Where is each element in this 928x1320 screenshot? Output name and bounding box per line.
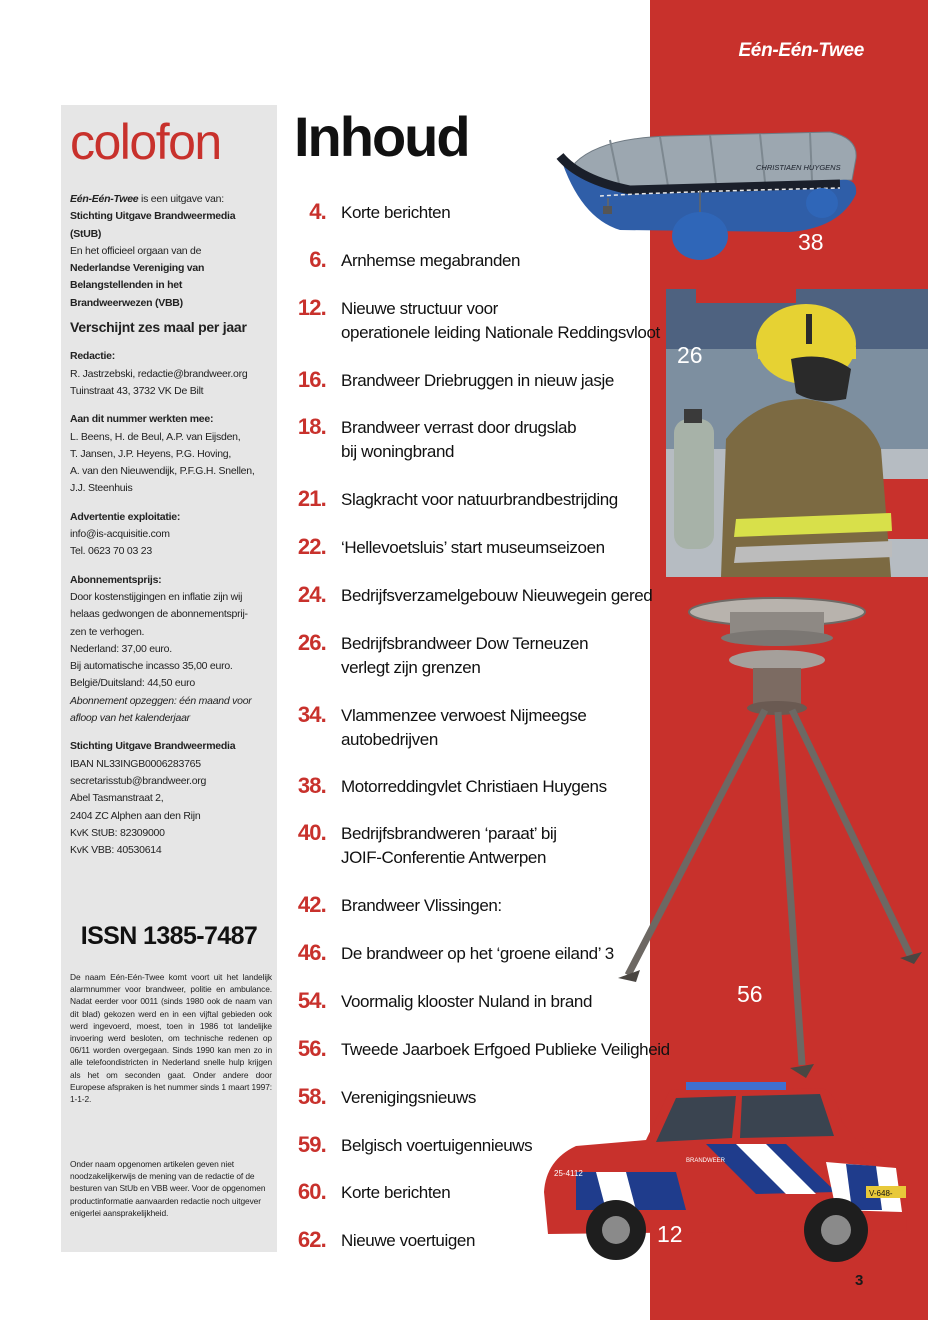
toc-page-number: 16. (297, 367, 326, 392)
stub-line: IBAN NL33INGB0006283765 (70, 757, 201, 770)
toc-page-number: 22. (297, 534, 326, 559)
toc-title-line: Voormalig klooster Nuland in brand (341, 992, 592, 1011)
contributors-line: J.J. Steenhuis (70, 482, 133, 495)
photo-ref-tripod: 56 (737, 981, 763, 1007)
stub-line: 2404 ZC Alphen aan den Rijn (70, 809, 201, 822)
contributors-line: L. Beens, H. de Beul, A.P. van Eijsden, (70, 430, 241, 443)
toc-title (341, 369, 661, 393)
ads-line: info@is-acquisitie.com (70, 528, 170, 541)
issn: ISSN 1385-7487 (80, 922, 258, 950)
redactie-line: Tuinstraat 43, 3732 VK De Bilt (70, 384, 204, 397)
toc-title-line: verlegt zijn grenzen (341, 658, 481, 677)
toc-title-line: Nieuwe voertuigen (341, 1231, 476, 1250)
subs-line: Abonnement opzeggen: één maand voor (70, 694, 252, 707)
toc-title-line: De brandweer op het ‘groene eiland’ 3 (341, 944, 614, 963)
magazine-name-inline: Eén-Eén-Twee (70, 193, 139, 205)
firefighter-photo (666, 289, 928, 577)
toc-title-line: bij woningbrand (341, 442, 455, 461)
toc-page-number: 62. (297, 1227, 326, 1252)
toc-page-number: 21. (297, 486, 326, 511)
toc-title-line: Nieuwe structuur voor (341, 299, 498, 318)
toc-title-line: Brandweer verrast door drugslab (341, 418, 577, 437)
intro-text: is een uitgave van: (138, 193, 224, 205)
vehicle-plate-text: V-648- (869, 1189, 893, 1198)
magazine-name: Eén-Eén-Twee (738, 40, 864, 61)
toc-title-line: Korte berichten (341, 1183, 451, 1202)
toc-title-line: Tweede Jaarboek Erfgoed Publieke Veiligheid (341, 1040, 670, 1059)
contributors-line: A. van den Nieuwendijk, P.F.G.H. Snellen, (70, 465, 255, 478)
toc-title-line: Bedrijfsbrandweer Dow Terneuzen (341, 634, 589, 653)
page-number: 3 (855, 1272, 864, 1289)
publisher-name: Stichting Uitgave Brandweermedia (70, 210, 236, 223)
toc-page-number: 42. (297, 892, 326, 917)
toc-page-number: 18. (297, 414, 326, 439)
toc-page-number: 24. (297, 582, 326, 607)
publisher-abbr: (StUB) (70, 227, 102, 240)
toc-title-line: Korte berichten (341, 203, 451, 222)
toc-title-line: Motorreddingvlet Christiaen Huygens (341, 777, 607, 796)
toc-title-line: Verenigingsnieuws (341, 1088, 476, 1107)
ads-line: Tel. 0623 70 03 23 (70, 545, 152, 558)
photo-ref-firefighter: 26 (677, 342, 703, 368)
toc-page-number: 46. (297, 940, 326, 965)
intro-text-2: En het officieel orgaan van de (70, 244, 202, 257)
colofon-body (70, 191, 270, 859)
redactie-label: Redactie: (70, 350, 116, 363)
boat-name-text: CHRISTIAEN HUYGENS (756, 163, 841, 172)
toc-title-line: ‘Hellevoetsluis’ start museumseizoen (341, 538, 605, 557)
inhoud-title: Inhoud (294, 105, 469, 168)
subs-line: helaas gedwongen de abonnementsprij- (70, 608, 248, 621)
toc-title (341, 536, 661, 560)
toc-page-number: 34. (297, 702, 326, 727)
redactie-line: R. Jastrzebski, redactie@brandweer.org (70, 367, 248, 380)
toc-page-number: 40. (297, 820, 326, 845)
stub-line: KvK StUB: 82309000 (70, 826, 165, 839)
subs-line: Door kostenstijgingen en inflatie zijn wij (70, 590, 243, 603)
disclaimer-text: Onder naam opgenomen artikelen geven niet noodzakelijkerwijs de mening van de redactie of de besturen van StUb en VBB weer. Voor de opgenomen productinformatie aanvaarden redactie noch uitgever enigerlei aansprakelijkheid. (70, 1159, 266, 1218)
toc-title-line: Vlammenzee verwoest Nijmeegse (341, 706, 587, 725)
subs-line: België/Duitsland: 44,50 euro (70, 677, 195, 690)
toc-page-number: 56. (297, 1036, 326, 1061)
colofon-panel (61, 105, 277, 1252)
subs-line: Nederland: 37,00 euro. (70, 642, 172, 655)
toc-title-line: operationele leiding Nationale Reddingsvloot (341, 323, 660, 342)
toc-title-line: Brandweer Vlissingen: (341, 896, 502, 915)
toc-title-line: JOIF-Conferentie Antwerpen (341, 848, 547, 867)
stub-line: KvK VBB: 40530614 (70, 844, 162, 857)
stub-line: Abel Tasmanstraat 2, (70, 792, 164, 805)
toc-page-number: 58. (297, 1084, 326, 1109)
toc-page-number: 38. (297, 773, 326, 798)
subs-label: Abonnementsprijs: (70, 573, 162, 586)
subs-line: Bij automatische incasso 35,00 euro. (70, 660, 233, 673)
tripod-photo (610, 590, 928, 1080)
vehicle-photo (536, 1082, 916, 1267)
vehicle-number-text: 25-4112 (554, 1169, 583, 1178)
subs-line: afloop van het kalenderjaar (70, 712, 190, 725)
toc-title-line: Bedrijfsbrandweren ‘paraat’ bij (341, 824, 557, 843)
ads-label: Advertentie exploitatie: (70, 510, 181, 523)
subs-line: zen te verhogen. (70, 625, 145, 638)
photo-ref-vehicle: 12 (657, 1221, 683, 1247)
toc-title (341, 297, 661, 345)
vbb-name-1: Nederlandse Vereniging van (70, 262, 205, 275)
toc-title-line: autobedrijven (341, 730, 438, 749)
toc-title-line: Belgisch voertuigennieuws (341, 1136, 533, 1155)
toc-title (341, 416, 661, 464)
about-text: De naam Eén-Eén-Twee komt voort uit het landelijk alarmnummer voor brandweer, politie en ambulance. Nadat eerder voor 0011 (sinds 1980 ook de naam van dit blad) gekozen werd en in een vijftal gebieden ook werd ingevoerd, moest, toen in 1986 tot landelijke invoering werd besloten, om technische redenen op 06/11 worden overgegaan. Sinds 1990 kan men zo in alle telefoondistricten in Nederland snelle hulp krijgen als het om seconden gaat. Onder andere door Europese afspraken is het nummer sinds 1 maart 1997: 1-1-2. (70, 972, 272, 1105)
contributors-label: Aan dit nummer werkten mee: (70, 413, 214, 426)
toc-page-number: 26. (297, 630, 326, 655)
toc-page-number: 54. (297, 988, 326, 1013)
colofon-title: colofon (70, 114, 221, 170)
toc-title-line: Slagkracht voor natuurbrandbestrijding (341, 490, 618, 509)
toc-page-number: 60. (297, 1179, 326, 1204)
stub-line: secretarisstub@brandweer.org (70, 774, 207, 787)
toc-title-line: Brandweer Driebruggen in nieuw jasje (341, 371, 614, 390)
vbb-name-3: Brandweerwezen (VBB) (70, 296, 183, 309)
toc-page-number: 59. (297, 1132, 326, 1157)
photo-ref-boat: 38 (798, 229, 824, 255)
toc-page-number: 4. (309, 199, 326, 224)
toc-title-line: Bedrijfsverzamelgebouw Nieuwegein gered (341, 586, 653, 605)
toc-page-number: 12. (297, 295, 326, 320)
vehicle-brand-text: BRANDWEER (686, 1158, 726, 1164)
toc-title (341, 488, 661, 512)
vbb-name-2: Belangstellenden in het (70, 279, 183, 292)
toc-title-line: Arnhemse megabranden (341, 251, 521, 270)
stub-label: Stichting Uitgave Brandweermedia (70, 740, 236, 753)
contributors-line: T. Jansen, J.P. Heyens, P.G. Hoving, (70, 447, 232, 460)
toc-page-number: 6. (309, 247, 326, 272)
frequency: Verschijnt zes maal per jaar (70, 319, 247, 336)
